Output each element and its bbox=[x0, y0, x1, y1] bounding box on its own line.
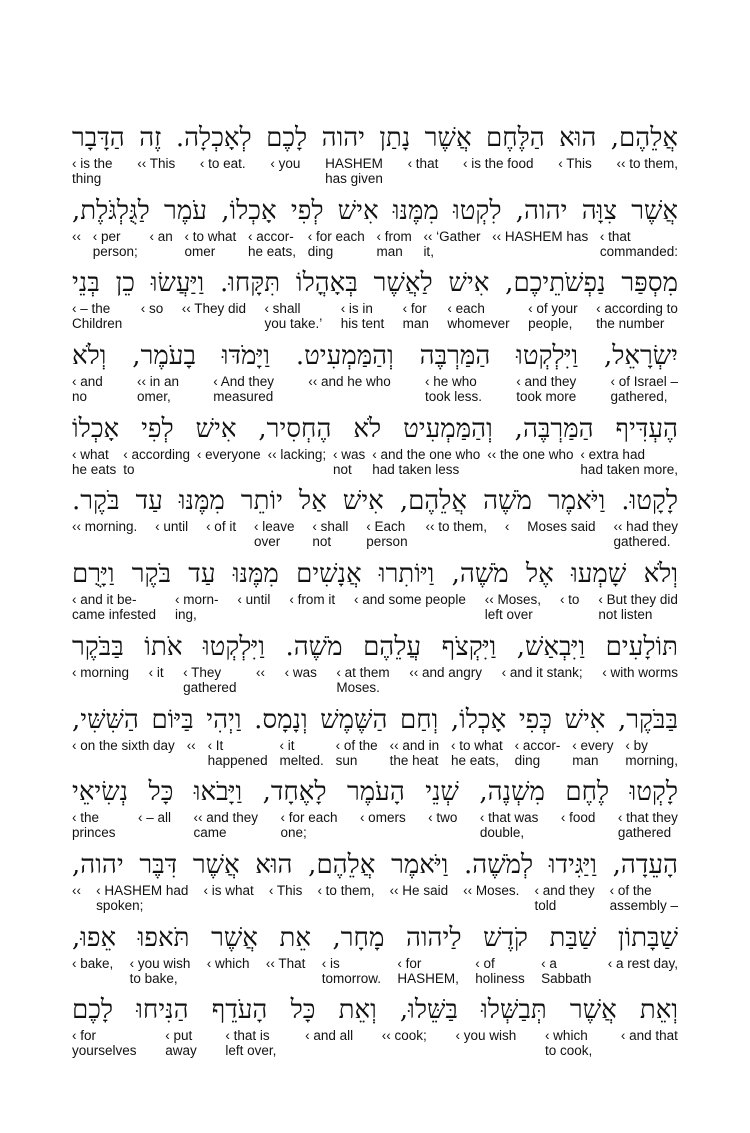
gloss-word: ‹ from man bbox=[376, 228, 412, 259]
gloss-word: ‹‹ bbox=[186, 737, 196, 753]
interlinear-line bbox=[72, 483, 678, 556]
interlinear-line bbox=[72, 556, 678, 629]
gloss-word: ‹ morn- ing, bbox=[174, 592, 219, 623]
gloss-word: ‹ of Israel – gathered, bbox=[610, 374, 678, 405]
gloss-word: ‹ so bbox=[140, 301, 164, 317]
english-gloss-row bbox=[72, 738, 678, 772]
gloss-word: ‹ is what bbox=[203, 882, 254, 898]
gloss-word: ‹ a rest day, bbox=[607, 955, 678, 971]
hebrew-text: הֶעְדִּיף הַמַּרְבֶּה, וְהַמַּמְעִיט לֹא הֶחְסִיר, אִישׁ לְפִי אָכְלוֹ bbox=[72, 413, 678, 444]
gloss-word: ‹‹ cook; bbox=[381, 1028, 427, 1044]
gloss-word: ‹‹ Moses, left over bbox=[484, 592, 542, 623]
english-gloss-row bbox=[72, 374, 678, 408]
gloss-word: ‹‹ and angry bbox=[409, 664, 483, 680]
gloss-word: ‹ that is left over, bbox=[225, 1028, 277, 1059]
english-gloss-row bbox=[72, 447, 678, 481]
gloss-word: ‹ to them, bbox=[317, 882, 375, 898]
gloss-word: ‹ of your people, bbox=[528, 301, 578, 332]
interlinear-line bbox=[72, 847, 678, 920]
hebrew-text: שַׁבָּתוֹן שַׁבַּת קֹדֶשׁ לַיהוה מָחָר, אֵת אֲשֶׁר תֹּאפוּ אֵפוּ, bbox=[72, 922, 678, 953]
gloss-word: ‹‹ bbox=[72, 882, 81, 898]
hebrew-text: וְאֵת אֲשֶׁר תְּבַשְּׁלוּ בַּשֵּׁלוּ, וְאֵת כָּל הָעֹדֵף הַנִּיחוּ לָכֶם bbox=[72, 995, 678, 1026]
english-gloss-row bbox=[72, 665, 678, 699]
gloss-word: ‹ of the sun bbox=[335, 737, 378, 768]
interlinear-line bbox=[72, 774, 678, 847]
gloss-word: ‹ everyone bbox=[196, 446, 261, 462]
gloss-word: ‹ for HASHEM, bbox=[397, 955, 459, 986]
gloss-word: ‹ that commanded: bbox=[599, 228, 678, 259]
gloss-word: ‹ that was double, bbox=[479, 810, 539, 841]
gloss-word: ‹‹ and they came bbox=[193, 810, 258, 841]
interlinear-line bbox=[72, 629, 678, 702]
gloss-word: ‹ a Sabbath bbox=[541, 955, 592, 986]
gloss-word: ‹ and it be- came infested bbox=[72, 592, 157, 623]
gloss-word: ‹ for yourselves bbox=[72, 1028, 137, 1059]
gloss-word: ‹ to bbox=[559, 592, 580, 608]
gloss-word: ‹ is in his tent bbox=[340, 301, 385, 332]
hebrew-text: לָקְטוּ לֶחֶם מִשְׁנֶה, שְׁנֵי הָעֹמֶר לָאֶחָד, וַיָּבֹאוּ כָּל נְשִׂיאֵי bbox=[72, 777, 678, 808]
gloss-word: ‹ and all bbox=[305, 1028, 354, 1044]
line-list bbox=[72, 120, 678, 1065]
gloss-word: ‹‹ He said bbox=[389, 882, 449, 898]
gloss-word: ‹ and the one who had taken less bbox=[372, 446, 481, 477]
hebrew-text: לָקָטוּ. וַיֹּאמֶר מֹשֶׁה אֲלֵהֶם, אִישׁ אַל יוֹתֵר מִמֶּנּוּ עַד בֹּקֶר. bbox=[72, 486, 678, 517]
gloss-word: ‹ accor- ding bbox=[514, 737, 561, 768]
gloss-word: ‹‹ to them, bbox=[616, 156, 678, 171]
english-gloss-row bbox=[72, 883, 678, 917]
gloss-word: ‹ is the thing bbox=[72, 156, 113, 186]
gloss-word: ‹ to eat. bbox=[199, 156, 246, 171]
gloss-word: ‹ omers bbox=[359, 810, 406, 826]
gloss-word: ‹ food bbox=[560, 810, 596, 826]
interlinear-line bbox=[72, 411, 678, 484]
gloss-word: ‹ of holiness bbox=[475, 955, 525, 986]
english-gloss-row bbox=[72, 956, 678, 990]
gloss-word: ‹ to what he eats, bbox=[450, 737, 503, 768]
gloss-word: ‹ what he eats bbox=[72, 446, 117, 477]
gloss-word: ‹‹ morning. bbox=[72, 519, 138, 535]
gloss-word: ‹‹ the one who bbox=[487, 446, 574, 462]
gloss-word: ‹ that they gathered bbox=[617, 810, 678, 841]
gloss-word: ‹ and it stank; bbox=[501, 664, 583, 680]
gloss-word: ‹ and some people bbox=[354, 592, 466, 608]
gloss-word: ‹ morning bbox=[72, 664, 130, 680]
gloss-word: ‹‹ Moses. bbox=[463, 882, 520, 898]
gloss-word: ‹ it melted. bbox=[279, 737, 324, 768]
gloss-word: ‹‹ lacking; bbox=[267, 446, 327, 462]
gloss-word: ‹ he who took less. bbox=[424, 374, 483, 405]
gloss-word: ‹ – all bbox=[137, 810, 171, 826]
gloss-word: ‹‹ They did bbox=[181, 301, 246, 317]
gloss-word: HASHEM has given bbox=[325, 156, 383, 186]
english-gloss-row bbox=[72, 301, 678, 335]
gloss-word: ‹‹ had they gathered. bbox=[613, 519, 678, 550]
gloss-word: ‹‹ in an omer, bbox=[136, 374, 180, 405]
gloss-word: ‹ accor- he eats, bbox=[247, 228, 296, 259]
gloss-word: ‹ for each ding bbox=[307, 228, 365, 259]
interlinear-line bbox=[72, 338, 678, 411]
hebrew-text: אֲשֶׁר צִוָּה יהוה, לִקְטוּ מִמֶּנּוּ אִישׁ לְפִי אָכְלוֹ, עֹמֶר לַגֻּלְגֹּלֶת, bbox=[72, 195, 678, 226]
gloss-word: ‹ every man bbox=[572, 737, 614, 768]
hebrew-text: וְלֹא שָׁמְעוּ אֶל מֹשֶׁה, וַיּוֹתִרוּ אֲנָשִׁים מִמֶּנּוּ עַד בֹּקֶר וַיָּרֻם bbox=[72, 559, 678, 590]
interlinear-line bbox=[72, 920, 678, 993]
gloss-word: ‹ two bbox=[428, 810, 458, 826]
interlinear-line bbox=[72, 702, 678, 775]
gloss-word: ‹ which to cook, bbox=[544, 1028, 593, 1059]
gloss-word: ‹ shall not bbox=[312, 519, 349, 550]
english-gloss-row bbox=[72, 1028, 678, 1062]
gloss-word: ‹ bbox=[504, 519, 510, 535]
gloss-word: ‹ HASHEM had spoken; bbox=[96, 882, 189, 913]
gloss-word: ‹ you bbox=[270, 156, 301, 171]
hebrew-text: תּוֹלָעִים וַיִּבְאַשׁ, וַיִּקְצֹף עֲלֵהֶם מֹשֶׁה. וַיִּלְקְטוּ אֹתוֹ בַּבֹּקֶר bbox=[72, 631, 678, 662]
gloss-word: ‹ you wish bbox=[455, 1028, 517, 1044]
gloss-word: ‹ to what omer bbox=[184, 228, 237, 259]
gloss-word: ‹ until bbox=[155, 519, 189, 535]
gloss-word: ‹ was bbox=[284, 664, 317, 680]
gloss-word: ‹ is the food bbox=[463, 156, 534, 171]
hebrew-text: מִסְפַּר נַפְשֹׁתֵיכֶם, אִישׁ לַאֲשֶׁר בְּאָהֳלוֹ תִּקָּחוּ. וַיַּעֲשׂוּ כֵן בְּנֵי bbox=[72, 268, 678, 299]
gloss-word: ‹‹ That bbox=[265, 955, 306, 971]
gloss-word: ‹ until bbox=[237, 592, 271, 608]
gloss-word: ‹ with worms bbox=[602, 664, 678, 680]
gloss-word: ‹‹ to them, bbox=[425, 519, 487, 535]
gloss-word: Moses said bbox=[527, 519, 596, 535]
hebrew-text: יִשְׂרָאֵל, וַיִּלְקְטוּ הַמַּרְבֶּה וְהַמַּמְעִיט. וַיָּמֹדּוּ בָעֹמֶר, וְלֹא bbox=[72, 341, 678, 372]
gloss-word: ‹ on the sixth day bbox=[72, 737, 175, 753]
gloss-word: ‹ an bbox=[149, 228, 173, 244]
gloss-word: ‹ the princes bbox=[72, 810, 116, 841]
gloss-word: ‹ It happened bbox=[207, 737, 268, 768]
gloss-word: ‹‹ ‘Gather it, bbox=[423, 228, 481, 259]
gloss-word: ‹ This bbox=[558, 156, 592, 171]
gloss-word: ‹ and they told bbox=[534, 882, 595, 913]
gloss-word: ‹ that bbox=[407, 156, 439, 171]
gloss-word: ‹ extra had had taken more, bbox=[580, 446, 678, 477]
gloss-word: ‹ per person; bbox=[92, 228, 138, 259]
gloss-word: ‹ which bbox=[206, 955, 250, 971]
english-gloss-row bbox=[72, 229, 678, 263]
gloss-word: ‹ shall you take.’ bbox=[264, 301, 323, 332]
gloss-word: ‹ at them Moses. bbox=[336, 664, 390, 695]
gloss-word: ‹ it bbox=[148, 664, 164, 680]
hebrew-text: בַּבֹּקֶר, אִישׁ כְּפִי אָכְלוֹ, וְחַם הַשֶּׁמֶשׁ וְנָמָס. וַיְהִי בַּיּוֹם הַשִּׁשִּׁי, bbox=[72, 704, 678, 735]
gloss-word: ‹‹ bbox=[256, 664, 266, 680]
gloss-word: ‹ put away bbox=[165, 1028, 197, 1059]
gloss-word: ‹ Each person bbox=[366, 519, 408, 550]
hebrew-text: הָעֵדָה, וַיַּגִּידוּ לְמֹשֶׁה. וַיֹּאמֶר אֲלֵהֶם, הוּא אֲשֶׁר דִּבֶּר יהוה, bbox=[72, 849, 678, 880]
gloss-word: ‹ from it bbox=[289, 592, 336, 608]
interlinear-line bbox=[72, 120, 678, 193]
gloss-word: ‹ for each one; bbox=[280, 810, 338, 841]
gloss-word: ‹‹ bbox=[72, 228, 81, 244]
gloss-word: ‹ leave over bbox=[253, 519, 295, 550]
gloss-word: ‹ and that bbox=[620, 1028, 678, 1044]
interlinear-line bbox=[72, 992, 678, 1065]
gloss-word: ‹ was not bbox=[333, 446, 366, 477]
interlinear-line bbox=[72, 193, 678, 266]
gloss-word: ‹ bake, bbox=[72, 955, 114, 971]
gloss-word: ‹ of the assembly – bbox=[609, 882, 678, 913]
english-gloss-row bbox=[72, 592, 678, 626]
gloss-word: ‹ you wish to bake, bbox=[129, 955, 191, 986]
gloss-word: ‹ of it bbox=[206, 519, 237, 535]
gloss-word: ‹ and they took more bbox=[516, 374, 577, 405]
gloss-word: ‹ each whomever bbox=[447, 301, 510, 332]
gloss-word: ‹ And they measured bbox=[213, 374, 275, 405]
gloss-word: ‹ – the Children bbox=[72, 301, 123, 332]
gloss-word: ‹ and no bbox=[72, 374, 103, 405]
gloss-word: ‹ This bbox=[268, 882, 303, 898]
gloss-word: ‹ for man bbox=[402, 301, 429, 332]
gloss-word: ‹ They gathered bbox=[183, 664, 237, 695]
english-gloss-row bbox=[72, 810, 678, 844]
gloss-word: ‹‹ This bbox=[137, 156, 176, 171]
gloss-word: ‹ is tomorrow. bbox=[321, 955, 381, 986]
gloss-word: ‹‹ and he who bbox=[308, 374, 391, 390]
interlinear-line bbox=[72, 265, 678, 338]
gloss-word: ‹ by morning, bbox=[625, 737, 678, 768]
gloss-word: ‹‹ HASHEM has bbox=[492, 228, 589, 244]
gloss-word: ‹ according to bbox=[123, 446, 190, 477]
gloss-word: ‹‹ and in the heat bbox=[389, 737, 440, 768]
english-gloss-row bbox=[72, 519, 678, 553]
gloss-word: ‹ But they did not listen bbox=[598, 592, 678, 623]
hebrew-text: אֲלֵהֶם, הוּא הַלֶּחֶם אֲשֶׁר נָתַן יהוה לָכֶם לְאָכְלָה. זֶה הַדָּבָר bbox=[72, 123, 678, 153]
english-gloss-row bbox=[72, 156, 678, 190]
gloss-word: ‹ according to the number bbox=[596, 301, 678, 332]
